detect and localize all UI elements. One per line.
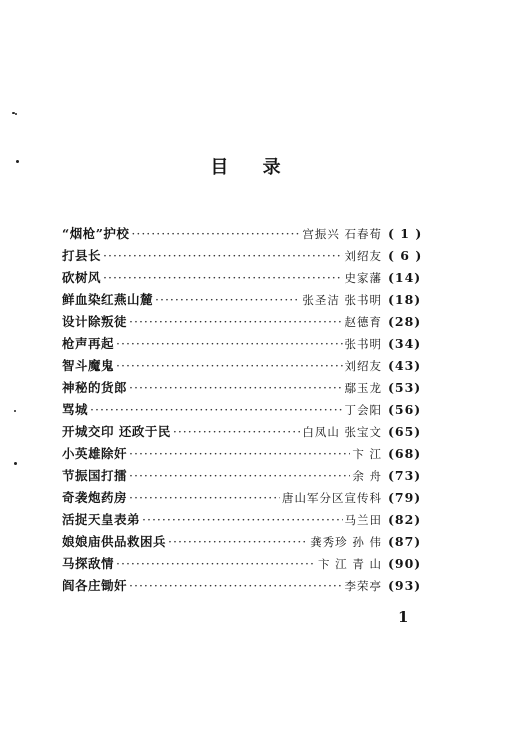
entry-author: 鄢玉龙	[344, 381, 382, 395]
entry-page: ( 1 )	[388, 226, 423, 241]
entry-author: 马兰田	[344, 513, 382, 527]
toc-entry[interactable]	[62, 509, 442, 531]
toc-entry[interactable]	[62, 377, 442, 399]
entry-author: 宫振兴 石春荀	[302, 227, 382, 241]
toc-entry[interactable]	[62, 531, 442, 553]
toc-entry[interactable]	[62, 355, 442, 377]
leader-dots	[129, 443, 350, 465]
entry-title: 马探敌情	[62, 556, 115, 571]
toc-entry[interactable]	[62, 553, 442, 575]
entry-page: (68)	[388, 446, 422, 461]
entry-page: (79)	[388, 490, 422, 505]
leader-dots	[173, 421, 300, 443]
entry-title: 奇袭炮药房	[62, 490, 128, 505]
entry-author: 卞 江 青 山	[318, 557, 382, 571]
leader-dots	[129, 575, 342, 597]
entry-title: 阎各庄锄奸	[62, 578, 128, 593]
leader-dots	[116, 553, 316, 575]
entry-author: 李荣亭	[344, 579, 382, 593]
entry-author: 卞 江	[352, 447, 382, 461]
entry-title: 娘娘庙供品救困兵	[62, 534, 167, 549]
entry-title: 砍树风	[62, 270, 102, 285]
toc-entry[interactable]	[62, 311, 442, 333]
leader-dots	[129, 465, 350, 487]
toc-entry[interactable]	[62, 443, 442, 465]
entry-author: 史家藩	[344, 271, 382, 285]
leader-dots	[103, 245, 342, 267]
scan-speck	[14, 410, 16, 412]
leader-dots	[129, 311, 342, 333]
entry-title: 骂城	[62, 402, 89, 417]
scan-speck	[14, 462, 17, 465]
scan-speck	[15, 113, 17, 115]
leader-dots	[131, 223, 300, 245]
toc-entry[interactable]	[62, 223, 442, 245]
toc-entry[interactable]	[62, 399, 442, 421]
entry-author: 张圣洁 张书明	[302, 293, 382, 307]
entry-page: (43)	[388, 358, 422, 373]
entry-title: 神秘的货郎	[62, 380, 128, 395]
entry-author: 丁会阳	[344, 403, 382, 417]
entry-title: 鲜血染红燕山麓	[62, 292, 154, 307]
entry-title: 节振国打擂	[62, 468, 128, 483]
entry-page: (56)	[388, 402, 422, 417]
table-of-contents	[62, 223, 442, 597]
toc-title: 目 录	[210, 157, 295, 178]
entry-page: (90)	[388, 556, 422, 571]
entry-author: 余 舟	[352, 469, 382, 483]
entry-author: 张书明	[344, 337, 382, 351]
entry-title: 智斗魔鬼	[62, 358, 115, 373]
entry-author: 赵德育	[344, 315, 382, 329]
entry-page: (82)	[388, 512, 422, 527]
toc-entry[interactable]	[62, 421, 442, 443]
entry-page: (18)	[388, 292, 422, 307]
toc-entry[interactable]	[62, 289, 442, 311]
entry-page: (65)	[388, 424, 422, 439]
toc-entry[interactable]	[62, 333, 442, 355]
entry-page: (93)	[388, 578, 422, 593]
entry-title: 枪声再起	[62, 336, 115, 351]
entry-page: (87)	[388, 534, 422, 549]
entry-page: ( 6 )	[388, 248, 423, 263]
toc-entry[interactable]	[62, 575, 442, 597]
entry-title: 小英雄除奸	[62, 446, 128, 461]
leader-dots	[129, 377, 342, 399]
entry-page: (28)	[388, 314, 422, 329]
entry-title: “烟枪”护校	[62, 226, 130, 241]
toc-entry[interactable]	[62, 267, 442, 289]
entry-title: 开城交印 还政于民	[62, 424, 171, 439]
toc-entry[interactable]	[62, 487, 442, 509]
entry-page: (34)	[388, 336, 422, 351]
entry-author: 白凤山 张宝文	[302, 425, 382, 439]
entry-author: 唐山军分区宣传科	[282, 491, 382, 505]
leader-dots	[129, 487, 280, 509]
entry-title: 活捉天皇表弟	[62, 512, 141, 527]
entry-author: 刘绍友	[344, 249, 382, 263]
entry-page: (73)	[388, 468, 422, 483]
entry-author: 龚秀珍 孙 伟	[310, 535, 382, 549]
entry-author: 刘绍友	[344, 359, 382, 373]
page-number: 1	[398, 608, 409, 626]
leader-dots	[116, 333, 342, 355]
leader-dots	[90, 399, 342, 421]
entry-title: 打县长	[62, 248, 102, 263]
leader-dots	[142, 509, 342, 531]
entry-page: (14)	[388, 270, 422, 285]
leader-dots	[103, 267, 342, 289]
leader-dots	[116, 355, 342, 377]
leader-dots	[155, 289, 300, 311]
toc-entry[interactable]	[62, 465, 442, 487]
leader-dots	[168, 531, 308, 553]
entry-title: 设计除叛徒	[62, 314, 128, 329]
entry-page: (53)	[388, 380, 422, 395]
toc-entry[interactable]	[62, 245, 442, 267]
